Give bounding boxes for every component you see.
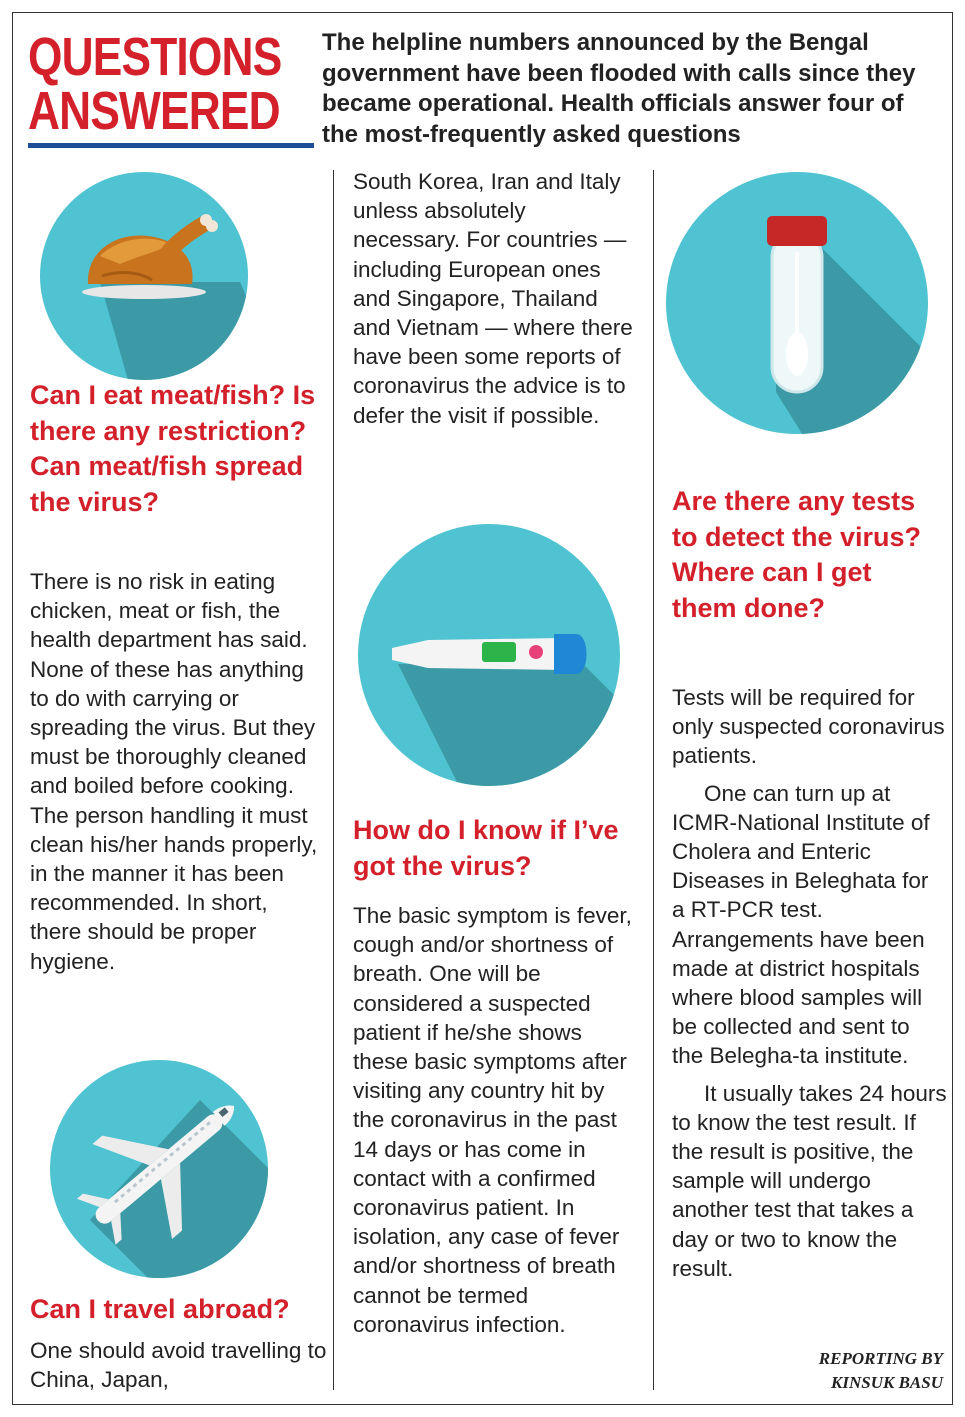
question-meat: Can I eat meat/fish? Is there any restriction? Can meat/fish spread the virus? [30,380,316,517]
roast-chicken-icon [40,172,248,380]
title-line-2: ANSWERED [28,81,280,141]
column-divider-1 [333,170,334,1390]
airplane-icon [50,1060,268,1278]
question-tests: Are there any tests to detect the virus? Where can I get them done? [672,486,922,623]
intro-text: The helpline numbers announced by the Bengal government have been flooded with calls since they became operational. Health officials answer four of the most-frequently asked questions [322,29,916,148]
answer-symptoms: The basic symptom is fever, cough and/or shortness of breath. One will be considered a suspected patient if he/she shows these basic symptoms after visiting any country hit by the coronavirus in the past 14 days or has come in contact with a confirmed coronavirus patient. In isolation, any case of fever and/or shortness of breath cannot be termed coronavirus infection. [353,903,632,1337]
answer-travel-part1: One should avoid travelling to China, Japan, [30,1338,327,1393]
test-tube-swab-icon [666,172,928,434]
question-symptoms: How do I know if I’ve got the virus? [353,815,619,881]
answer-tests-p3: It usually takes 24 hours to know the test result. If the result is positive, the sample will undergo another test that takes a day or two to know the result. [672,1080,947,1281]
column-divider-2 [653,170,654,1390]
credit-label: REPORTING BY [818,1349,943,1368]
answer-tests-p1: Tests will be required for only suspected coronavirus patients. [672,685,945,769]
title-underline [28,143,314,148]
answer-tests [672,683,947,1283]
answer-meat: There is no risk in eating chicken, meat or fish, the health department has said. None of these has anything to do with carrying or spreading the virus. But they must be thoroughly cleaned and boiled before cooking. The person handling it must clean his/her hands properly, in the manner it has been recommended. In short, there should be proper hygiene. [30,569,318,974]
title-line-1: QUESTIONS [28,27,282,87]
reporting-credit [819,1347,943,1395]
credit-name: KINSUK BASU [831,1373,943,1392]
page-title [28,27,282,141]
thermometer-icon [358,524,620,786]
answer-tests-p2: One can turn up at ICMR-National Institute of Cholera and Enteric Diseases in Beleghata for a RT-PCR test. Arrangements have been made at district hospitals where blood samples will be collected and sent to the Belegha-ta institute. [672,780,930,1069]
answer-travel-part2: South Korea, Iran and Italy unless absolutely necessary. For countries — including European ones and Singapore, Thailand and Vietnam — where there have been some reports of coronavirus the advice is to defer the visit if possible. [353,169,633,428]
question-travel: Can I travel abroad? [30,1294,290,1324]
